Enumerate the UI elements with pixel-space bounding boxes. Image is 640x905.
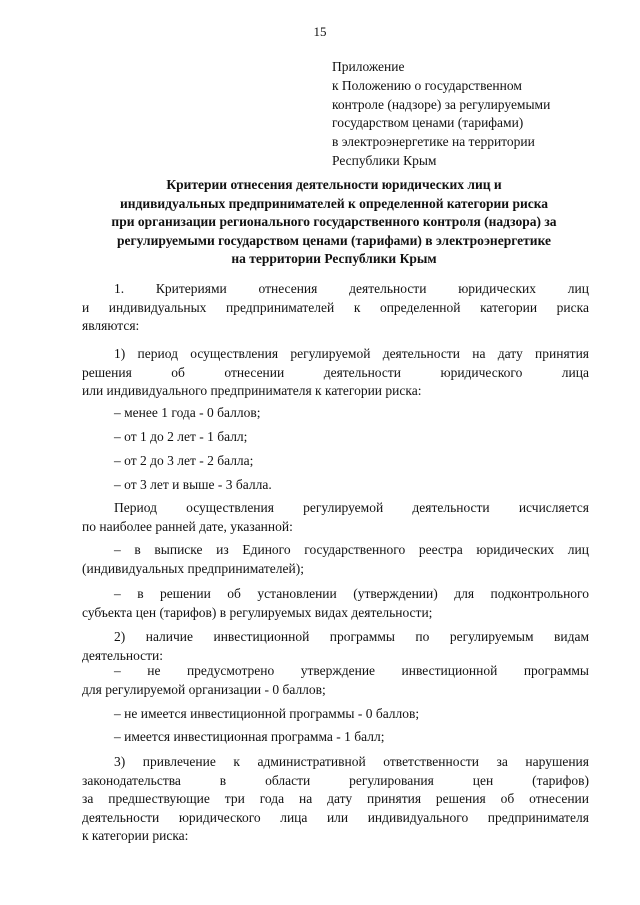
page-number: 15 <box>313 24 327 39</box>
item-2-option-2: – не имеется инвестиционной программы - 0 баллов; <box>114 706 420 721</box>
paragraph-line: по наиболее ранней дате, указанной: <box>82 518 293 534</box>
document-title <box>78 176 590 269</box>
paragraph-line: деятельности: <box>82 647 164 663</box>
title-line: на территории Республики Крым <box>231 251 437 266</box>
paragraph-line: 2) наличие инвестиционной программы по регулируемым видам <box>114 629 589 644</box>
paragraph-line: за предшествующие три года на дату принятия решения об отнесении <box>82 791 589 806</box>
source-1-paragraph <box>82 541 589 578</box>
title-line: при организации регионального государственного контроля (надзора) за <box>111 214 557 229</box>
paragraph-line: или индивидуального предпринимателя к категории риска: <box>82 383 422 398</box>
appendix-line: Приложение <box>332 59 405 74</box>
appendix-line: контроле (надзоре) за регулируемыми <box>332 96 551 112</box>
appendix-line: к Положению о государственном <box>332 77 522 93</box>
paragraph-line: 1. Критериями отнесения деятельности юридических лиц <box>114 281 589 296</box>
period-note-paragraph <box>82 499 589 536</box>
paragraph-line: к категории риска: <box>82 828 189 843</box>
paragraph-line: – в решении об установлении (утверждении) для подконтрольного <box>114 586 589 601</box>
item-2-paragraph <box>82 628 589 665</box>
score-option: – от 3 лет и выше - 3 балла. <box>114 477 272 492</box>
paragraph-line: (индивидуальных предпринимателей); <box>82 560 304 576</box>
paragraph-line: и индивидуальных предпринимателей к определенной категории риска <box>82 299 589 315</box>
score-option: – менее 1 года - 0 баллов; <box>114 405 261 420</box>
paragraph-line: – в выписке из Единого государственного реестра юридических лиц <box>114 542 589 557</box>
title-line: Критерии отнесения деятельности юридических лиц и <box>166 177 502 192</box>
paragraph-line: субъекта цен (тарифов) в регулируемых видах деятельности; <box>82 604 433 620</box>
appendix-line: государством ценами (тарифами) <box>332 115 524 131</box>
title-line: регулируемыми государством ценами (тарифами) в электроэнергетике <box>117 232 551 248</box>
appendix-line: в электроэнергетике на территории <box>332 134 535 150</box>
score-option: – от 2 до 3 лет - 2 балла; <box>114 453 254 468</box>
item-3-paragraph <box>82 753 589 846</box>
appendix-line: Республики Крым <box>332 152 437 168</box>
paragraph-line: решения об отнесении деятельности юридического лица <box>82 364 589 380</box>
paragraph-line: законодательства в области регулирования цен (тарифов) <box>82 772 589 788</box>
title-line: индивидуальных предпринимателей к определенной категории риска <box>119 195 549 211</box>
paragraph-line: являются: <box>82 318 140 333</box>
paragraph-line: 1) период осуществления регулируемой деятельности на дату принятия <box>114 346 589 361</box>
score-option: – от 1 до 2 лет - 1 балл; <box>114 429 248 444</box>
section-1-paragraph <box>82 280 589 336</box>
appendix-block <box>332 58 622 171</box>
paragraph-line: – не предусмотрено утверждение инвестиционной программы <box>114 663 589 678</box>
source-2-paragraph <box>82 585 589 622</box>
paragraph-line: деятельности юридического лица или индивидуального предпринимателя <box>82 809 589 825</box>
paragraph-line: для регулируемой организации - 0 баллов; <box>82 681 326 697</box>
item-2-option-3: – имеется инвестиционная программа - 1 балл; <box>114 729 385 744</box>
paragraph-line: 3) привлечение к административной ответственности за нарушения <box>114 754 589 769</box>
item-2-option-1 <box>82 662 589 699</box>
paragraph-line: Период осуществления регулируемой деятельности исчисляется <box>114 500 589 515</box>
item-1-paragraph <box>82 345 589 401</box>
